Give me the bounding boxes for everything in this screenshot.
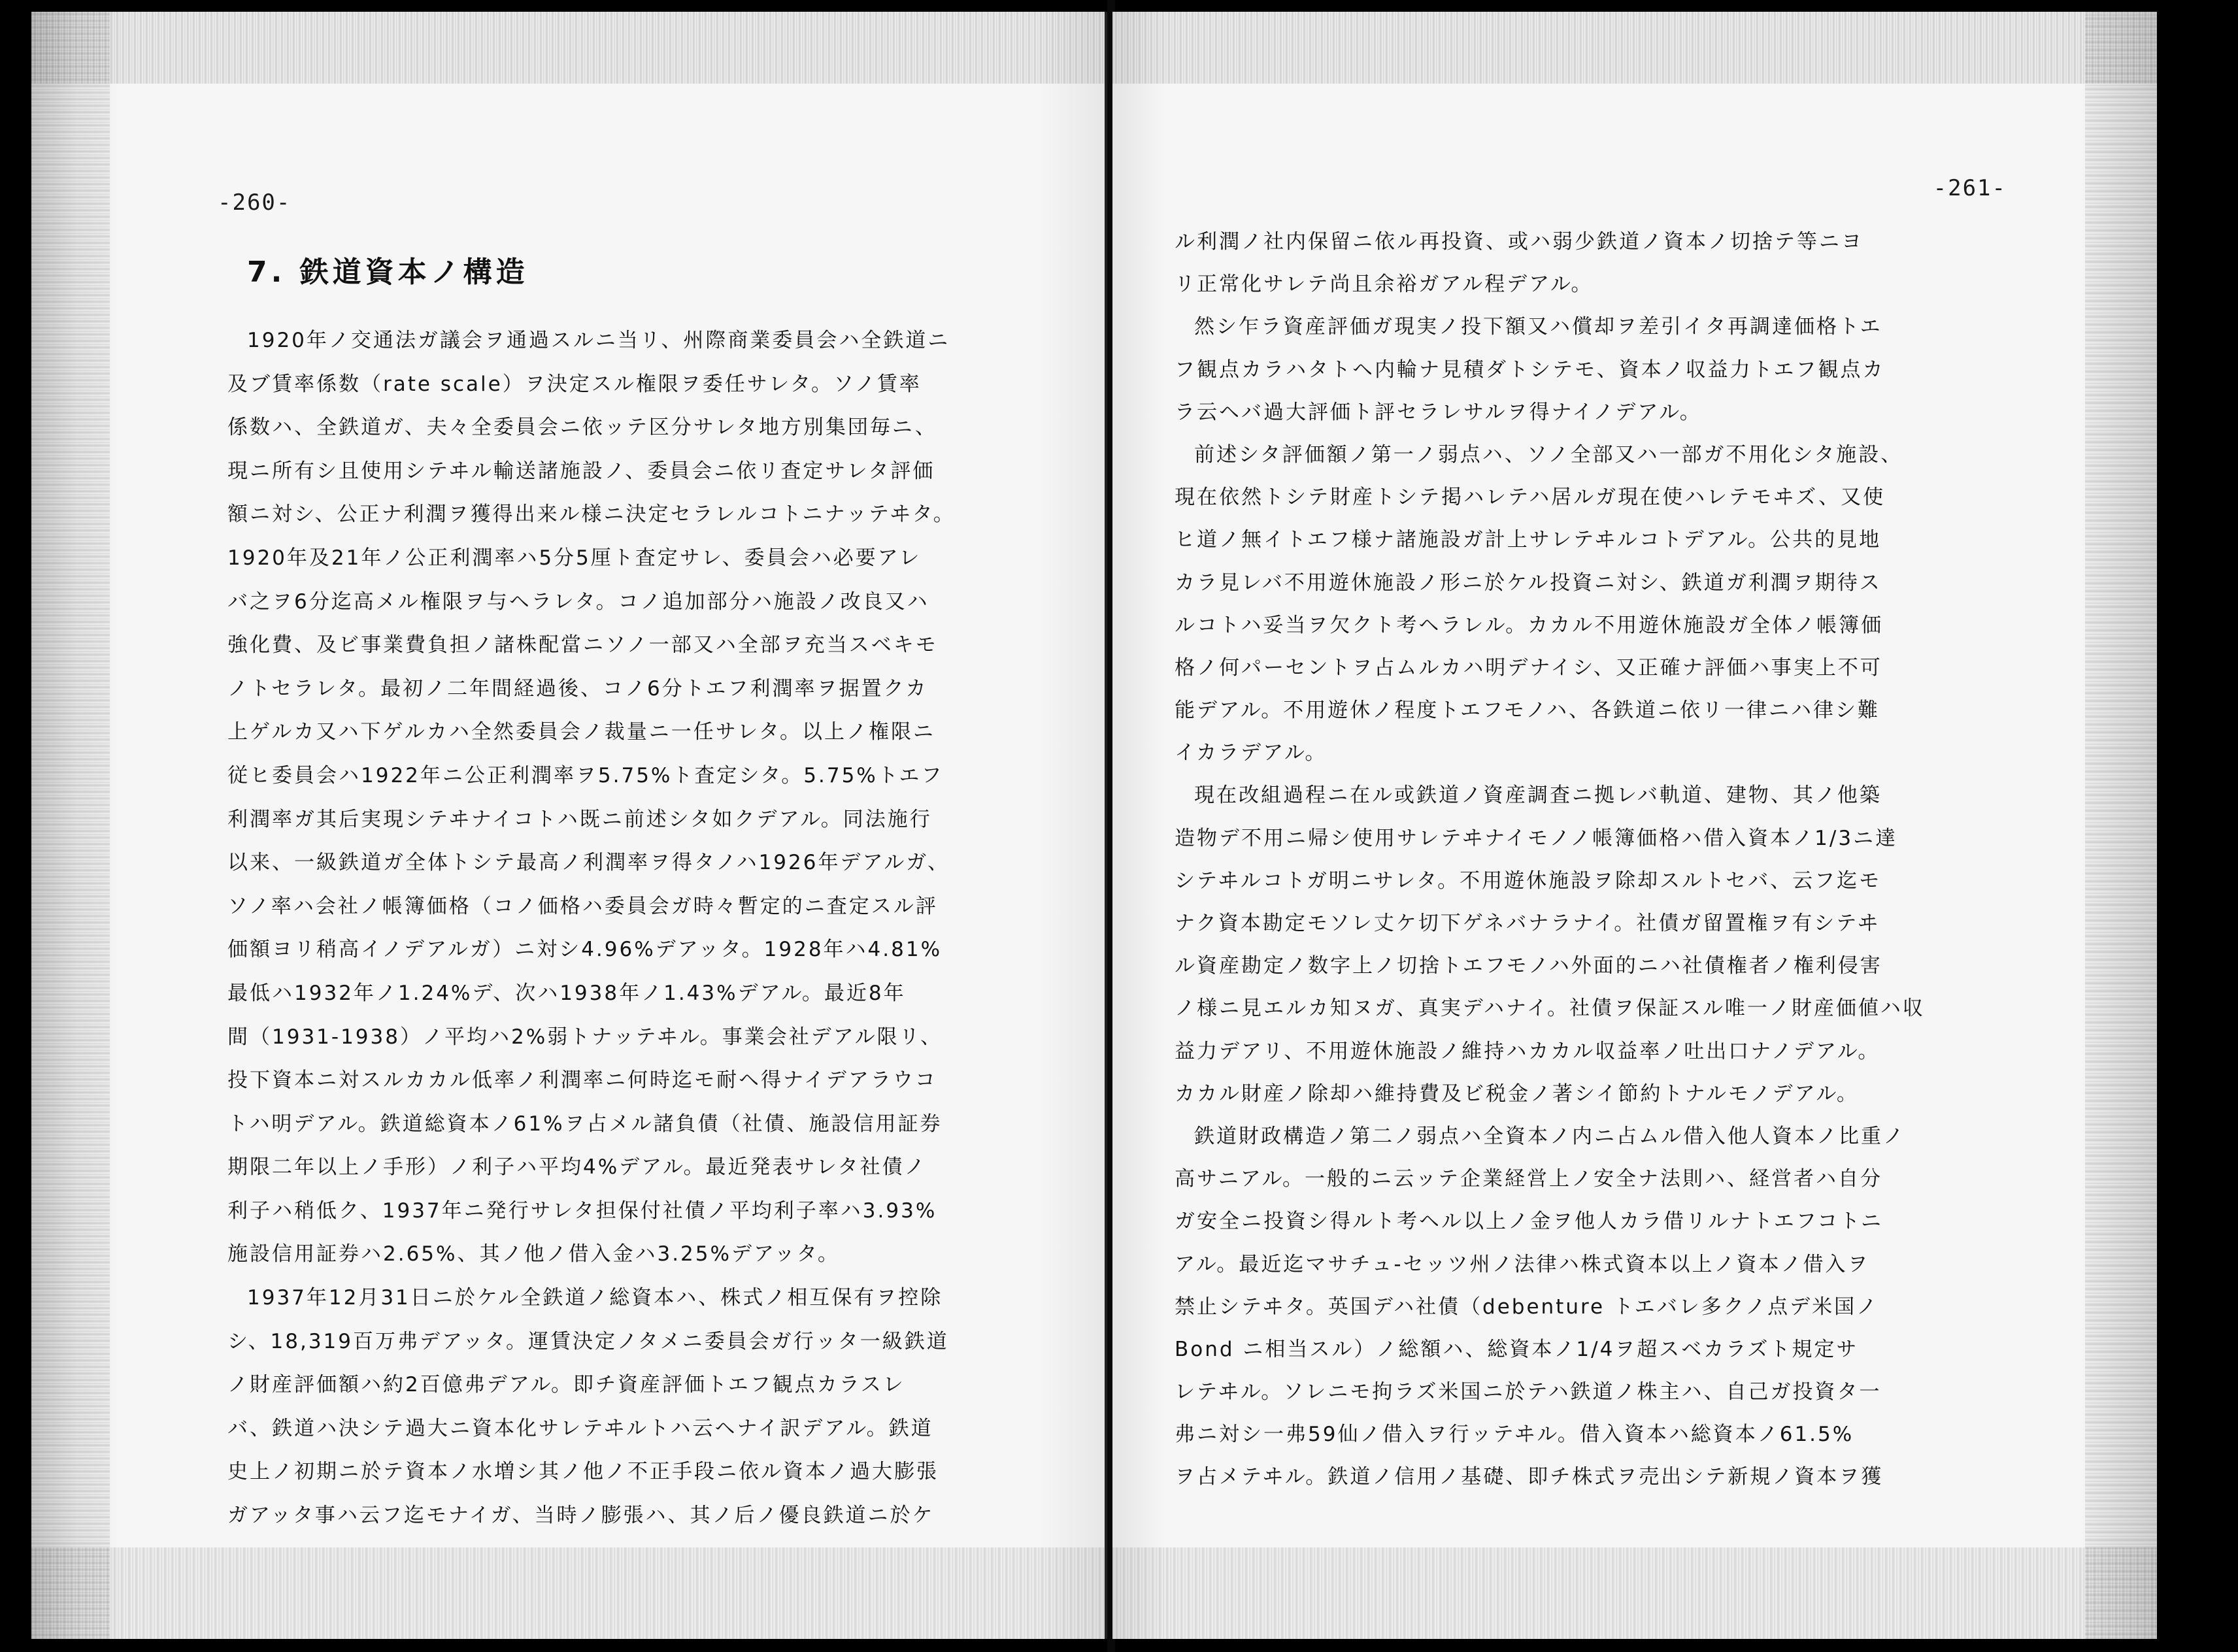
text-line: 最低ハ1932年ノ1.24%デ、次ハ1938年ノ1.43%デアル。最近8年 bbox=[227, 981, 906, 1005]
text-line: ヒ道ノ無イトエフ様ナ諸施設ガ計上サレテヰルコトデアル。公共的見地 bbox=[1175, 528, 1882, 552]
page-number: -261- bbox=[1933, 175, 2007, 201]
body-text bbox=[1175, 221, 2044, 1499]
text-line: 益力デアリ、不用遊休施設ノ維持ハカカル収益率ノ吐出口ナノデアル。 bbox=[1175, 1039, 1880, 1063]
text-line: ノトセラレタ。最初ノ二年間経過後、コノ6分トエフ利潤率ヲ据置クカ bbox=[227, 676, 928, 701]
text-line: ル資産勘定ノ数字上ノ切捨トエフモノハ外面的ニハ社債権者ノ権利侵害 bbox=[1175, 954, 1882, 978]
text-line: 弗ニ対シ一弗59仙ノ借入ヲ行ッテヰル。借入資本ハ総資本ノ61.5% bbox=[1175, 1423, 1854, 1447]
section-title: 7. 鉄道資本ノ構造 bbox=[247, 256, 529, 289]
text-line: 禁止シテヰタ。英国デハ社債（debenture トエバレ多クノ点デ米国ノ bbox=[1175, 1295, 1879, 1319]
text-line: フ観点カラハタトヘ内輪ナ見積ダトシテモ、資本ノ収益力トエフ観点カ bbox=[1175, 357, 1885, 382]
text-line: 1920年及21年ノ公正利潤率ハ5分5厘ト査定サレ、委員会ハ必要アレ bbox=[227, 546, 922, 570]
text-line: ルコトハ妥当ヲ欠クト考ヘラレル。カカル不用遊休施設ガ全体ノ帳簿価 bbox=[1175, 613, 1884, 637]
text-line: 投下資本ニ対スルカカル低率ノ利潤率ニ何時迄モ耐ヘ得ナイデアラウコ bbox=[227, 1068, 937, 1093]
text-line: 以来、一級鉄道ガ全体トシテ最高ノ利潤率ヲ得タノハ1926年デアルガ、 bbox=[227, 851, 950, 875]
text-line: 期限二年以上ノ手形）ノ利子ハ平均4%デアル。最近発表サレタ社債ノ bbox=[227, 1155, 927, 1180]
text-line: 鉄道財政構造ノ第二ノ弱点ハ全資本ノ内ニ占ムル借入他人資本ノ比重ノ bbox=[1194, 1124, 1905, 1148]
scan-noise-top bbox=[1112, 12, 2157, 84]
text-line: 係数ハ、全鉄道ガ、夫々全委員会ニ依ッテ区分サレタ地方別集団毎ニ、 bbox=[227, 416, 937, 440]
text-line: 現在依然トシテ財産トシテ掲ハレテハ居ルガ現在使ハレテモヰズ、又使 bbox=[1175, 486, 1886, 510]
text-line: ル利潤ノ社内保留ニ依ル再投資、或ハ弱少鉄道ノ資本ノ切捨テ等ニヨ bbox=[1175, 230, 1863, 254]
scan-noise-bottom bbox=[31, 1547, 1105, 1639]
text-line: 額ニ対シ、公正ナ利潤ヲ獲得出来ル様ニ決定セラレルコトニナッテヰタ。 bbox=[227, 503, 956, 527]
text-line: 然シ乍ラ資産評価ガ現実ノ投下額又ハ償却ヲ差引イタ再調達価格トエ bbox=[1194, 315, 1882, 339]
text-line: ソノ率ハ会社ノ帳簿価格（コノ価格ハ委員会ガ時々暫定的ニ査定スル評 bbox=[227, 894, 938, 918]
text-line: ガアッタ事ハ云フ迄モナイガ、当時ノ膨張ハ、其ノ后ノ優良鉄道ニ於ケ bbox=[227, 1504, 935, 1528]
text-line: イカラデアル。 bbox=[1175, 741, 1328, 765]
scan-noise-bottom bbox=[1112, 1547, 2157, 1639]
text-line: ラ云ヘバ過大評価ト評セラレサルヲ得ナイノデアル。 bbox=[1175, 400, 1702, 424]
text-line: Bond ニ相当スル）ノ総額ハ、総資本ノ1/4ヲ超スベカラズト規定サ bbox=[1175, 1337, 1859, 1361]
text-line: シ、18,319百万弗デアッタ。運賃決定ノタメニ委員会ガ行ッタ一級鉄道 bbox=[227, 1329, 949, 1353]
text-line: バ、鉄道ハ決シテ過大ニ資本化サレテヰルトハ云ヘナイ訳デアル。鉄道 bbox=[227, 1416, 933, 1440]
text-line: レテヰル。ソレニモ拘ラズ米国ニ於テハ鉄道ノ株主ハ、自己ガ投資タ一 bbox=[1175, 1380, 1882, 1404]
text-line: シテヰルコトガ明ニサレタ。不用遊休施設ヲ除却スルトセバ、云フ迄モ bbox=[1175, 868, 1882, 893]
text-line: 高サニアル。一般的ニ云ッテ企業経営上ノ安全ナ法則ハ、経営者ハ自分 bbox=[1175, 1167, 1883, 1191]
text-line: 現在改組過程ニ在ル或鉄道ノ資産調査ニ拠レバ軌道、建物、其ノ他築 bbox=[1194, 784, 1882, 808]
text-line: ヲ占メテヰル。鉄道ノ信用ノ基礎、即チ株式ヲ売出シテ新規ノ資本ヲ獲 bbox=[1175, 1465, 1884, 1489]
text-line: 格ノ何パーセントヲ占ムルカハ明デナイシ、又正確ナ評価ハ事実上不可 bbox=[1175, 655, 1882, 680]
page-number: -260- bbox=[218, 190, 292, 216]
text-line: 利潤率ガ其后実現シテヰナイコトハ既ニ前述シタ如クデアル。同法施行 bbox=[227, 807, 932, 831]
text-line: 能デアル。不用遊休ノ程度トエフモノハ、各鉄道ニ依リ一律ニハ律シ難 bbox=[1175, 699, 1880, 723]
text-line: 現ニ所有シ且使用シテヰル輸送諸施設ノ、委員会ニ依リ査定サレタ評価 bbox=[227, 459, 935, 483]
body-text bbox=[227, 319, 1097, 1538]
text-line: リ正常化サレテ尚且余裕ガアル程デアル。 bbox=[1175, 273, 1594, 297]
text-line: ナク資本勘定モソレ丈ケ切下ゲネバナラナイ。社債ガ留置権ヲ有シテヰ bbox=[1175, 912, 1880, 935]
text-line: 上ゲルカ又ハ下ゲルカハ全然委員会ノ裁量ニ一任サレタ。以上ノ権限ニ bbox=[227, 720, 936, 744]
text-line: アル。最近迄マサチュ-セッツ州ノ法律ハ株式資本以上ノ資本ノ借入ヲ bbox=[1175, 1252, 1870, 1276]
scan-noise-edge bbox=[2085, 12, 2157, 1639]
text-line: カラ見レバ不用遊休施設ノ形ニ於ケル投資ニ対シ、鉄道ガ利潤ヲ期待ス bbox=[1175, 570, 1882, 595]
text-line: 利子ハ稍低ク、1937年ニ発行サレタ担保付社債ノ平均利子率ハ3.93% bbox=[227, 1198, 937, 1223]
text-line: 史上ノ初期ニ於テ資本ノ水増シ其ノ他ノ不正手段ニ依ル資本ノ過大膨張 bbox=[227, 1460, 939, 1484]
right-page bbox=[1112, 12, 2157, 1639]
text-line: ノ財産評価額ハ約2百億弗デアル。即チ資産評価トエフ観点カラスレ bbox=[227, 1373, 905, 1397]
text-line: 間（1931-1938）ノ平均ハ2%弱トナッテヰル。事業会社デアル限リ、 bbox=[227, 1025, 943, 1049]
scan-noise-edge bbox=[31, 12, 110, 1639]
scan-noise-top bbox=[31, 12, 1105, 84]
text-line: 1920年ノ交通法ガ議会ヲ通過スルニ当リ、州際商業委員会ハ全鉄道ニ bbox=[247, 329, 950, 352]
text-line: 造物デ不用ニ帰シ使用サレテヰナイモノノ帳簿価格ハ借入資本ノ1/3ニ達 bbox=[1175, 826, 1898, 850]
text-line: 前述シタ評価額ノ第一ノ弱点ハ、ソノ全部又ハ一部ガ不用化シタ施設、 bbox=[1194, 442, 1903, 467]
text-line: 強化費、及ビ事業費負担ノ諸株配當ニソノ一部又ハ全部ヲ充当スベキモ bbox=[227, 633, 938, 657]
text-line: 従ヒ委員会ハ1922年ニ公正利潤率ヲ5.75%ト査定シタ。5.75%トエフ bbox=[227, 763, 944, 787]
text-line: ノ様ニ見エルカ知ヌガ、真実デハナイ。社債ヲ保証スル唯一ノ財産価値ハ収 bbox=[1175, 997, 1925, 1021]
text-line: ガ安全ニ投資シ得ルト考ヘル以上ノ金ヲ他人カラ借リルナトエフコトニ bbox=[1175, 1210, 1883, 1234]
text-line: トハ明デアル。鉄道総資本ノ61%ヲ占メル諸負債（社債、施設信用証券 bbox=[227, 1112, 943, 1136]
text-line: 及ブ賃率係数（rate scale）ヲ決定スル権限ヲ委任サレタ。ソノ賃率 bbox=[227, 372, 922, 396]
left-page bbox=[31, 12, 1109, 1639]
text-line: バ之ヲ6分迄高メル権限ヲ与ヘラレタ。コノ追加部分ハ施設ノ改良又ハ bbox=[227, 589, 929, 614]
text-line: 施設信用証券ハ2.65%、其ノ他ノ借入金ハ3.25%デアッタ。 bbox=[227, 1242, 840, 1266]
text-line: カカル財産ノ除却ハ維持費及ビ税金ノ著シイ節約トナルモノデアル。 bbox=[1175, 1082, 1859, 1106]
text-line: 価額ヨリ稍高イノデアルガ）ニ対シ4.96%デアッタ。1928年ハ4.81% bbox=[227, 938, 943, 962]
text-line: 1937年12月31日ニ於ケル全鉄道ノ総資本ハ、株式ノ相互保有ヲ控除 bbox=[247, 1286, 943, 1310]
